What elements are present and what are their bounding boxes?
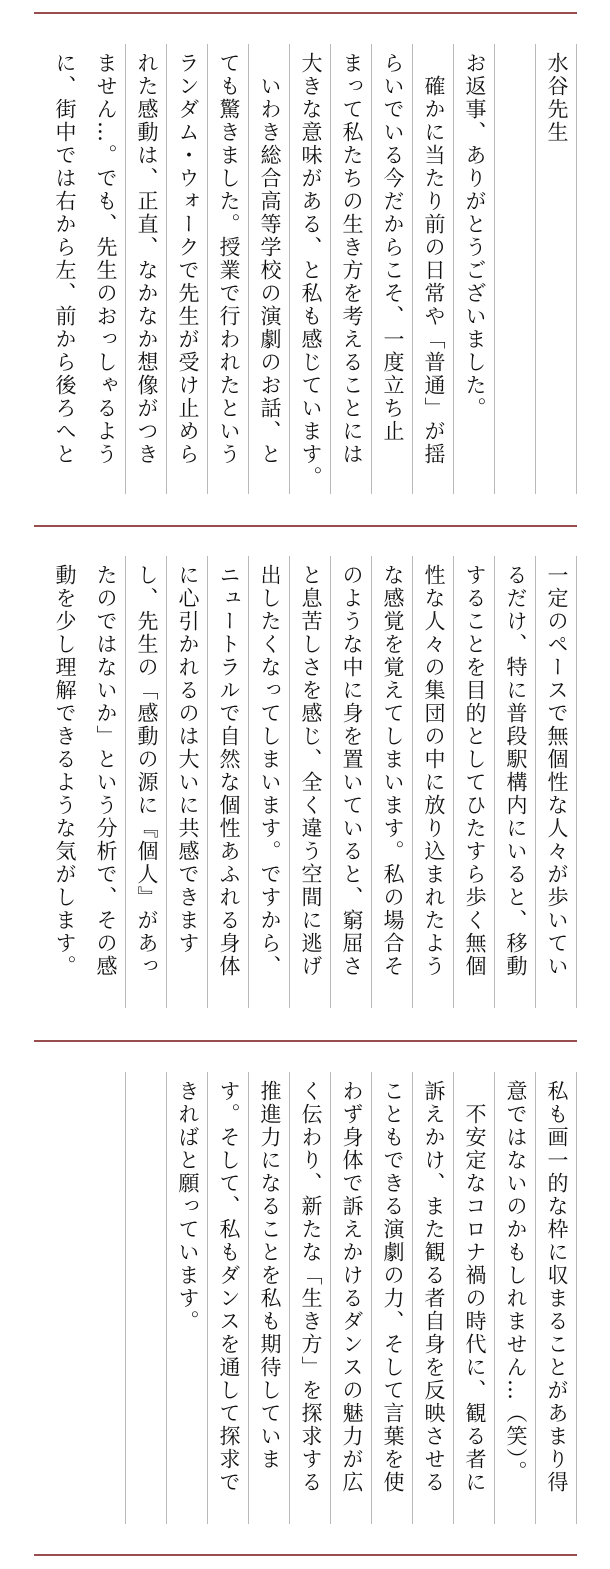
column-text: 訴えかけ、また観る者自身を反映させる <box>422 1080 446 1494</box>
text-column <box>454 1072 495 1524</box>
column-text: たのではないか」という分析で、その感 <box>94 564 118 978</box>
column-divider <box>330 44 331 494</box>
column-divider <box>166 1072 167 1524</box>
column-divider <box>535 44 536 494</box>
text-column <box>85 44 126 494</box>
text-column <box>167 1072 208 1524</box>
column-divider <box>412 1072 413 1524</box>
column-divider <box>535 556 536 1008</box>
column-text: 出したくなってしまいます。ですから、 <box>258 564 282 978</box>
column-text: 不安定なコロナ禍の時代に、観る者に <box>463 1080 487 1494</box>
text-column <box>454 44 495 494</box>
column-text <box>44 1080 85 1524</box>
page-rule-bottom <box>34 1554 577 1556</box>
column-text: こともできる演劇の力、そして言葉を使 <box>381 1080 405 1494</box>
column-text: 性な人々の集団の中に放り込まれたよう <box>422 564 446 978</box>
text-column <box>372 1072 413 1524</box>
column-text: ません…。でも、先生のおっしゃるよう <box>94 52 118 466</box>
text-column <box>167 44 208 494</box>
column-divider <box>125 44 126 494</box>
column-divider <box>289 1072 290 1524</box>
text-column <box>331 556 372 1008</box>
text-column <box>536 44 577 494</box>
column-divider <box>535 1072 536 1524</box>
column-divider <box>248 44 249 494</box>
text-column <box>536 1072 577 1524</box>
column-text: することを目的としてひたすら歩く無個 <box>463 564 487 978</box>
text-column <box>372 556 413 1008</box>
column-text: と息苦しさを感じ、全く違う空間に逃げ <box>299 564 323 978</box>
column-divider <box>453 44 454 494</box>
text-column <box>44 556 85 1008</box>
column-text: 推進力になることを私も期待していま <box>258 1080 282 1471</box>
column-divider <box>207 556 208 1008</box>
column-text: のような中に身を置いていると、窮屈さ <box>340 564 364 978</box>
column-text <box>85 1080 126 1524</box>
column-text: 私も画一的な枠に収まることがあまり得 <box>545 1080 569 1494</box>
column-text: ニュートラルで自然な個性あふれる身体 <box>217 564 241 978</box>
column-divider <box>576 1072 577 1524</box>
text-column <box>413 1072 454 1524</box>
column-text: わず身体で訴えかけるダンスの魅力が広 <box>340 1080 364 1494</box>
column-divider <box>330 556 331 1008</box>
column-text: 確かに当たり前の日常や「普通」が揺 <box>422 52 446 466</box>
page-rule-2 <box>34 1040 577 1042</box>
column-text: に、街中では右から左、前から後ろへと <box>53 52 77 466</box>
column-divider <box>166 44 167 494</box>
column-text: に心引かれるのは大いに共感できます <box>176 564 200 955</box>
column-text: 動を少し理解できるような気がします。 <box>53 564 77 978</box>
column-text: お返事、ありがとうございました。 <box>463 52 487 420</box>
text-column <box>126 556 167 1008</box>
text-column <box>290 44 331 494</box>
text-column <box>249 1072 290 1524</box>
text-column <box>495 44 536 494</box>
column-divider <box>494 44 495 494</box>
column-divider <box>412 44 413 494</box>
text-column <box>495 556 536 1008</box>
column-divider <box>125 1072 126 1524</box>
text-column <box>208 556 249 1008</box>
text-column <box>413 44 454 494</box>
text-column <box>44 44 85 494</box>
column-divider <box>412 556 413 1008</box>
column-divider <box>371 44 372 494</box>
column-text: し、先生の「感動の源に『個人』があっ <box>135 564 159 978</box>
column-text: 意ではないのかもしれません…（笑）。 <box>504 1080 528 1484</box>
column-divider <box>576 556 577 1008</box>
column-divider <box>494 1072 495 1524</box>
column-divider <box>166 556 167 1008</box>
column-text: らいでいる今だからこそ、一度立ち止 <box>381 52 405 443</box>
text-column <box>208 44 249 494</box>
column-text: ても驚きました。授業で行われたという <box>217 52 241 466</box>
column-divider <box>207 1072 208 1524</box>
column-divider <box>330 1072 331 1524</box>
column-divider <box>289 44 290 494</box>
text-column <box>85 1072 126 1524</box>
text-column <box>372 44 413 494</box>
text-column <box>331 1072 372 1524</box>
letter-page-1 <box>34 44 577 494</box>
letter-page-3 <box>34 1072 577 1524</box>
column-text <box>126 1080 167 1524</box>
column-text: 大きな意味がある、と私も感じています。 <box>299 52 323 489</box>
column-text: るだけ、特に普段駅構内にいると、移動 <box>504 564 528 978</box>
text-column <box>536 556 577 1008</box>
column-divider <box>576 44 577 494</box>
column-divider <box>371 556 372 1008</box>
text-column <box>454 556 495 1008</box>
text-column <box>167 556 208 1008</box>
text-column <box>44 1072 85 1524</box>
column-text: く伝わり、新たな「生き方」を探求する <box>299 1080 323 1494</box>
text-column <box>413 556 454 1008</box>
column-text: す。そして、私もダンスを通して探求で <box>217 1080 241 1494</box>
column-text: まって私たちの生き方を考えることには <box>340 52 364 466</box>
column-divider <box>453 556 454 1008</box>
text-column <box>331 44 372 494</box>
page-rule-1 <box>34 525 577 527</box>
column-text: れた感動は、正直、なかなか想像がつき <box>135 52 159 466</box>
column-divider <box>248 556 249 1008</box>
column-divider <box>371 1072 372 1524</box>
text-column <box>290 1072 331 1524</box>
column-text: きればと願っています。 <box>176 1080 200 1333</box>
text-column <box>85 556 126 1008</box>
column-text: 水谷先生 <box>545 52 569 144</box>
column-text: いわき総合高等学校の演劇のお話、と <box>258 52 282 466</box>
column-divider <box>494 556 495 1008</box>
text-column <box>208 1072 249 1524</box>
column-divider <box>125 556 126 1008</box>
column-divider <box>289 556 290 1008</box>
column-text: 一定のペースで無個性な人々が歩いてい <box>545 564 569 978</box>
text-column <box>495 1072 536 1524</box>
page-rule-top <box>34 12 577 14</box>
column-divider <box>248 1072 249 1524</box>
column-divider <box>207 44 208 494</box>
text-column <box>126 44 167 494</box>
letter-page-2 <box>34 556 577 1008</box>
text-column <box>249 44 290 494</box>
text-column <box>290 556 331 1008</box>
column-text: な感覚を覚えてしまいます。私の場合そ <box>381 564 405 978</box>
column-divider <box>453 1072 454 1524</box>
text-column <box>249 556 290 1008</box>
column-text: ランダム・ウォークで先生が受け止めら <box>176 52 200 466</box>
column-text <box>495 52 536 494</box>
text-column <box>126 1072 167 1524</box>
